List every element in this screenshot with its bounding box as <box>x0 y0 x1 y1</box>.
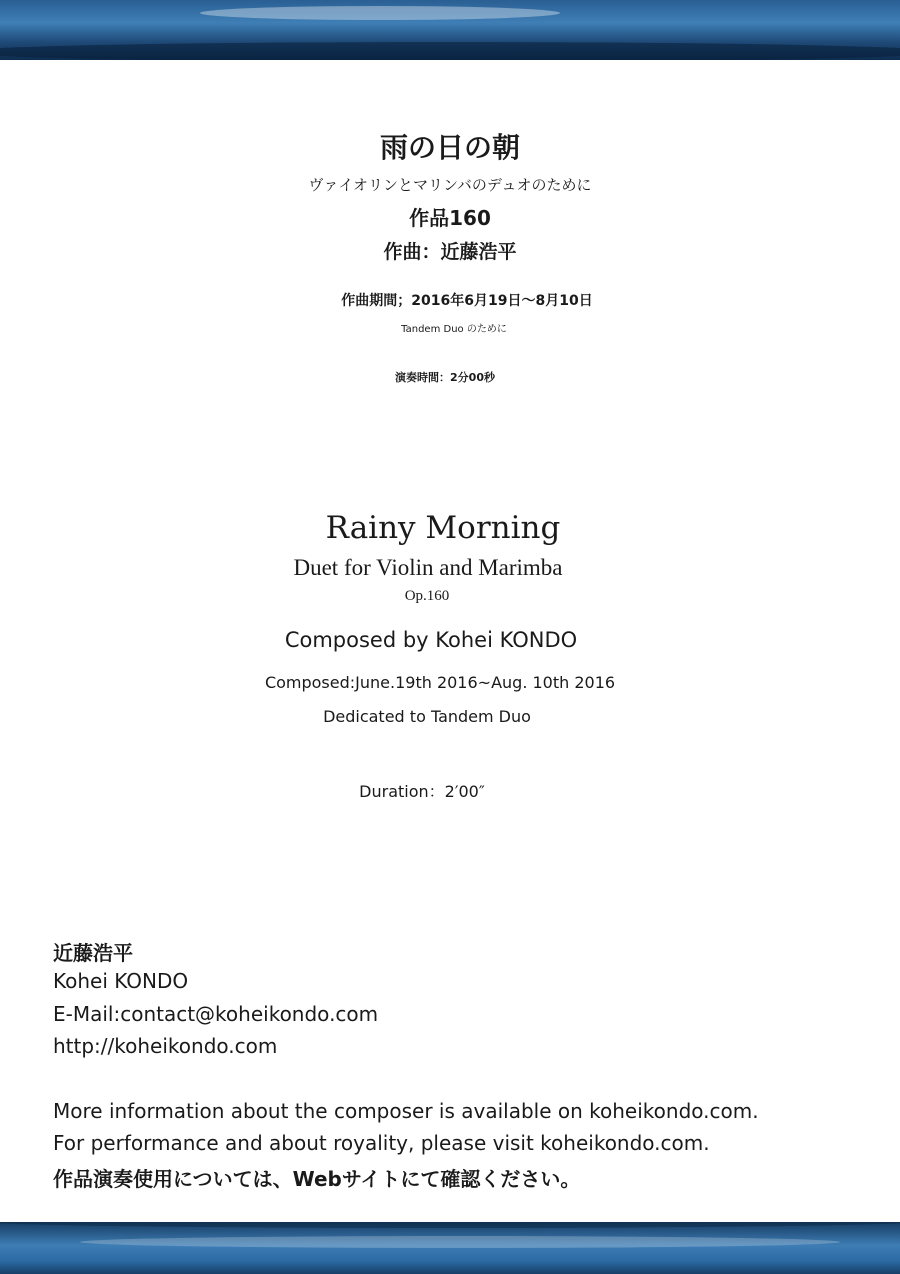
contact-website: http://koheikondo.com <box>53 1034 278 1058</box>
japanese-duration: 演奏時間：2分00秒 <box>395 371 495 384</box>
contact-email: E-Mail:contact@koheikondo.com <box>53 1002 379 1026</box>
english-title: Rainy Morning <box>325 510 561 546</box>
english-subtitle: Duet for Violin and Marimba <box>293 555 563 580</box>
japanese-composition-period: 作曲期間；2016年6月19日〜8月10日 <box>341 293 593 309</box>
note-performance-royalty: For performance and about royality, please visit koheikondo.com. <box>53 1131 710 1155</box>
japanese-composer: 作曲：近藤浩平 <box>383 241 517 263</box>
header-decoration-band <box>0 0 900 60</box>
contact-name-japanese: 近藤浩平 <box>53 941 133 965</box>
english-dedication: Dedicated to Tandem Duo <box>323 707 531 726</box>
english-opus: Op.160 <box>404 588 450 604</box>
japanese-subtitle: ヴァイオリンとマリンバのデュオのために <box>308 176 592 194</box>
footer-wave-shadow <box>0 1222 900 1228</box>
note-japanese-usage: 作品演奏使用については、Webサイトにて確認ください。 <box>53 1167 581 1191</box>
english-composition-period: Composed:June.19th 2016~Aug. 10th 2016 <box>264 673 616 692</box>
contact-name-english: Kohei KONDO <box>53 969 189 993</box>
japanese-title: 雨の日の朝 <box>379 131 520 164</box>
footer-wave-highlight <box>80 1236 840 1248</box>
header-wave-shadow <box>0 42 900 60</box>
english-duration: Duration：2′00″ <box>359 782 485 801</box>
japanese-dedication: Tandem Duo のために <box>401 324 507 335</box>
japanese-opus: 作品160 <box>409 206 491 230</box>
header-wave-highlight <box>200 6 560 20</box>
english-composer: Composed by Kohei KONDO <box>284 628 578 652</box>
note-composer-info: More information about the composer is available on koheikondo.com. <box>53 1099 759 1123</box>
footer-decoration-band <box>0 1222 900 1274</box>
